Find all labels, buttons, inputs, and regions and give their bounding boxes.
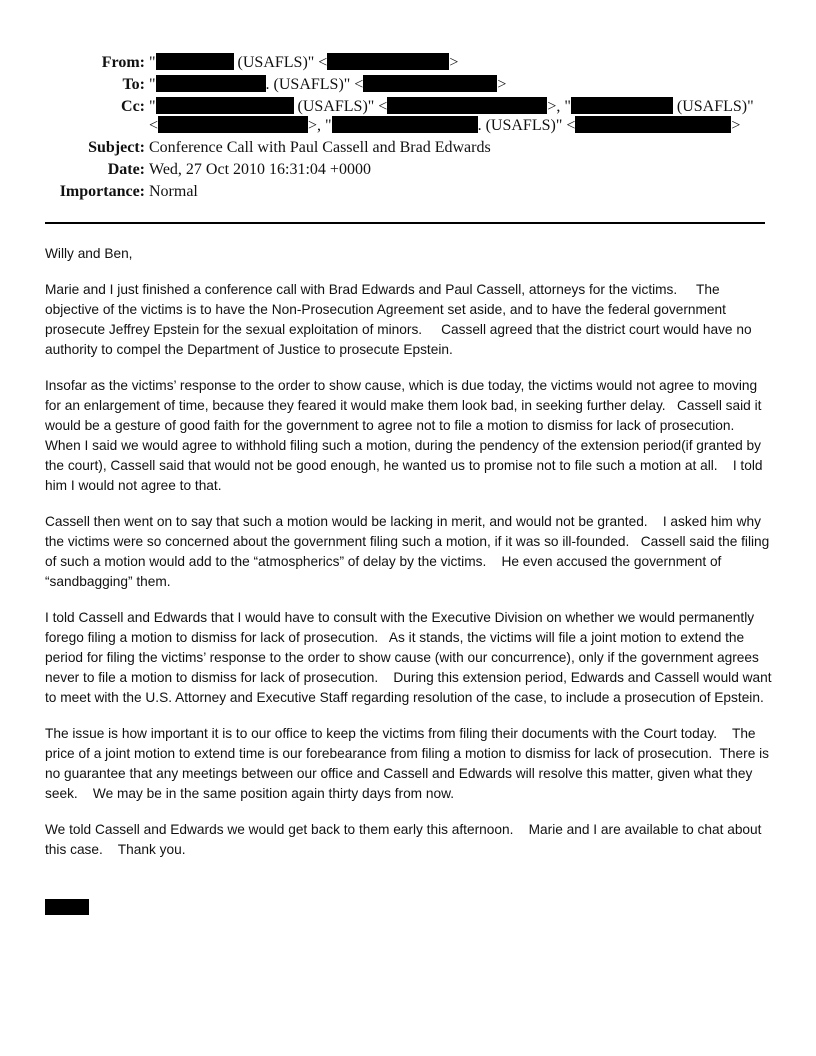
to-row: [0, 75, 816, 95]
header-divider: [45, 222, 765, 224]
subject-label: Subject:: [88, 139, 145, 156]
from-value: " (USAFLS)" < >: [149, 54, 459, 71]
body-paragraph: The issue is how important it is to our office to keep the victims from filing their documents with the Court today. The price of a joint motion to extend time is our forebearance from filing a motion to dismiss for lack of prosecution. There is no guarantee that any meetings between our office and Cassell and Edwards will resolve this matter, given what they seek. We may be in the same position again thirty days from now.: [45, 726, 770, 801]
signature-redaction: [45, 899, 89, 915]
cc-row-continued: [0, 116, 816, 136]
body-paragraph: We told Cassell and Edwards we would get back to them early this afternoon. Marie and I are available to chat about this case. Thank you.: [45, 822, 762, 857]
greeting: Willy and Ben,: [45, 246, 133, 261]
importance-value: Normal: [149, 183, 198, 200]
subject-row: [0, 138, 816, 158]
message-body: [45, 244, 775, 876]
redaction-block: [363, 75, 497, 92]
to-value: " . (USAFLS)" < >: [149, 76, 507, 93]
redaction-block: [327, 53, 449, 70]
date-row: [0, 160, 816, 180]
body-paragraph: Cassell then went on to say that such a motion would be lacking in merit, and would not be granted. I asked him why the victims were so concerned about the government filing such a motion, if it was so ill-founded. Cassell said the filing of such a motion would add to the “atmospherics” of delay by the victims. He even accused the government of “sandbagging” them.: [45, 514, 770, 589]
body-paragraph: Marie and I just finished a conference call with Brad Edwards and Paul Cassell, attorneys for the victims. The objective of the victims is to have the Non-Prosecution Agreement set aside, and to have the federal government prosecute Jeffrey Epstein for the sexual exploitation of minors. Cassell agreed that the district court would have no authority to compel the Department of Justice to prosecute Epstein.: [45, 282, 752, 357]
from-row: [0, 53, 816, 73]
subject-value: Conference Call with Paul Cassell and Brad Edwards: [149, 139, 491, 156]
redaction-block: [156, 75, 266, 92]
redaction-block: [387, 97, 547, 114]
redaction-block: [575, 116, 731, 133]
cc-value-line2: < >, " . (USAFLS)" < >: [149, 117, 741, 134]
body-paragraph: I told Cassell and Edwards that I would have to consult with the Executive Division on whether we would permanently forego filing a motion to dismiss for lack of prosecution. As it stands, the victims will file a joint motion to extend the period for filing the victims’ response to the order to show cause (with our concurrence), only if the government agrees never to file a motion to dismiss for lack of prosecution. During this extension period, Edwards and Cassell would want to meet with the U.S. Attorney and Executive Staff regarding resolution of the case, to include a prosecution of Epstein.: [45, 610, 772, 705]
from-label: From:: [101, 54, 145, 71]
cc-label: Cc:: [121, 98, 145, 115]
to-label: To:: [122, 76, 145, 93]
date-value: Wed, 27 Oct 2010 16:31:04 +0000: [149, 161, 371, 178]
redaction-block: [156, 53, 234, 70]
date-label: Date:: [107, 161, 145, 178]
importance-row: [0, 182, 816, 202]
cc-row: [0, 97, 816, 117]
redaction-block: [332, 116, 478, 133]
redaction-block: [156, 97, 294, 114]
redaction-block: [158, 116, 308, 133]
body-paragraph: Insofar as the victims’ response to the order to show cause, which is due today, the victims would not agree to moving for an enlargement of time, because they feared it would make them look bad, in seeking further delay. Cassell said it would be a gesture of good faith for the government to agree not to file a motion to dismiss for lack of prosecution. When I said we would agree to withhold filing such a motion, during the pendency of the extension period(if granted by the court), Cassell said that would not be good enough, he wanted us to promise not to file such a motion at all. I told him I would not agree to that.: [45, 378, 763, 493]
importance-label: Importance:: [59, 183, 145, 200]
cc-value-line1: " (USAFLS)" < >, " (USAFLS)": [149, 98, 754, 115]
redaction-block: [571, 97, 673, 114]
